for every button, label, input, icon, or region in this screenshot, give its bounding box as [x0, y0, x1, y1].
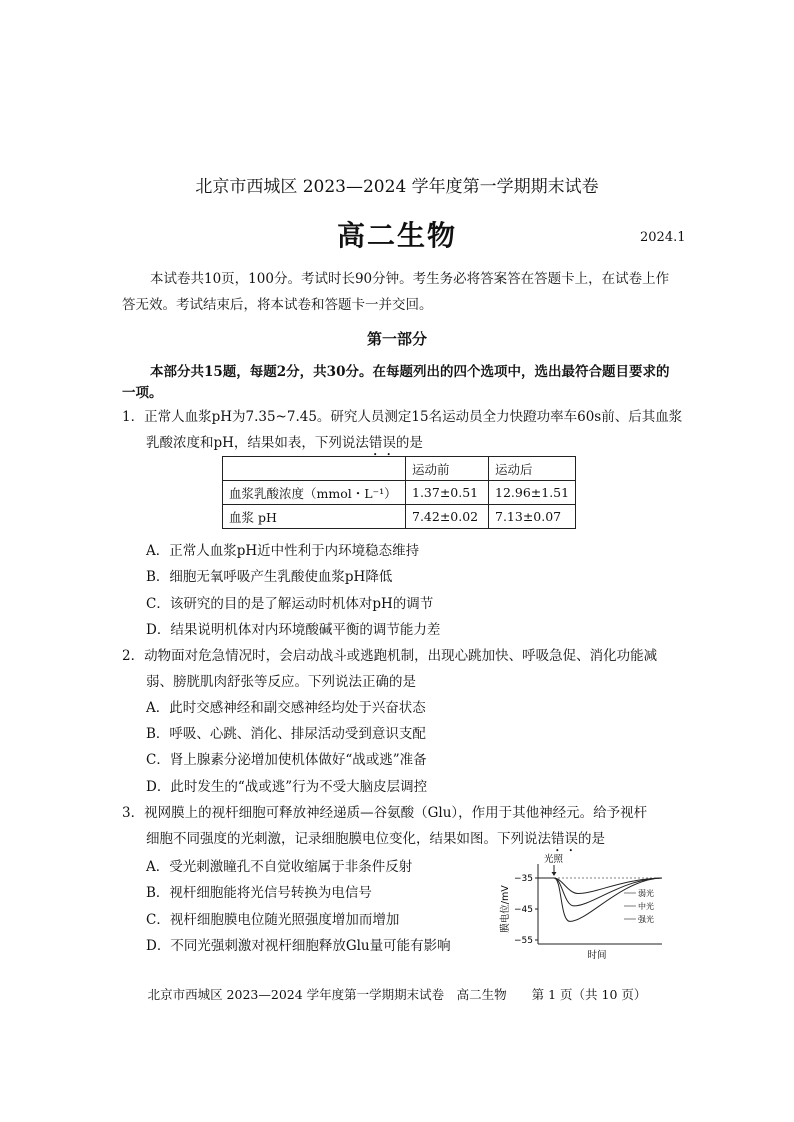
question-1-line-2: [146, 431, 423, 459]
table-header-cell: [223, 457, 406, 481]
data-table: [222, 456, 576, 529]
table-header-cell: 运动后: [489, 457, 576, 481]
q2-option-c: C．肾上腺素分泌增加使机体做好“战或逃”准备: [146, 752, 427, 768]
question-3-line-1: 3．视网膜上的视杆细胞可释放神经递质—谷氨酸（Glu），作用于其他神经元。给予视杆: [122, 805, 648, 821]
question-1-text: 乳酸浓度和pH，结果如表，下列说法: [146, 435, 369, 451]
exam-date: 2024.1: [640, 230, 686, 245]
table-cell: 1.37±0.51: [406, 481, 489, 505]
table-cell: 7.13±0.07: [489, 505, 576, 529]
question-3-text-end: 的是: [578, 831, 605, 847]
q3-option-a: A．受光刺激瞳孔不自觉收缩属于非条件反射: [146, 859, 413, 875]
series-label-0: 弱光: [638, 889, 654, 898]
q2-option-a: A．此时交感神经和副交感神经均处于兴奋状态: [146, 700, 426, 716]
page-footer: 北京市西城区 2023—2024 学年度第一学期期末试卷 高二生物 第 1 页（共 10 页）: [147, 987, 647, 1002]
q2-option-d: D．此时发生的“战或逃”行为不受大脑皮层调控: [146, 779, 428, 795]
table-cell: 血浆 pH: [223, 505, 406, 529]
q1-option-d: D．结果说明机体对内环境酸碱平衡的调节能力差: [146, 622, 441, 638]
light-annotation: 光照: [544, 854, 564, 865]
q2-option-b: B．呼吸、心跳、消化、排尿活动受到意识支配: [146, 726, 426, 742]
question-3-text: 细胞不同强度的光刺激，记录细胞膜电位变化，结果如图。下列说法: [146, 831, 551, 847]
y-tick-label: −35: [514, 874, 533, 884]
table-cell: 血浆乳酸浓度（mmol・L⁻¹）: [223, 481, 406, 505]
q1-option-b: B．细胞无氧呼吸产生乳酸使血浆pH降低: [146, 569, 393, 585]
membrane-potential-chart: [492, 850, 672, 962]
emphasis-wrong: 错误: [368, 435, 396, 451]
q3-option-d: D．不同光强刺激对视杆细胞释放Glu量可能有影响: [146, 938, 451, 954]
question-1-text-end: 的是: [395, 435, 423, 451]
table-header-cell: 运动前: [406, 457, 489, 481]
series-label-1: 中光: [638, 902, 654, 911]
emphasis-wrong: 错误: [551, 831, 578, 847]
question-2-line-1: 2．动物面对危急情况时，会启动战斗或逃跑机制，出现心跳加快、呼吸急促、消化功能减: [122, 648, 658, 664]
table-header-row: [223, 457, 576, 481]
question-1-line-1: 1．正常人血浆pH为7.35~7.45。研究人员测定15名运动员全力快蹬功率车60s前、后其血浆: [122, 409, 683, 425]
section-title: 第一部分: [366, 330, 427, 348]
q1-option-a: A．正常人血浆pH近中性利于内环境稳态维持: [146, 543, 420, 559]
exam-title: 北京市西城区 2023—2024 学年度第一学期期末试卷: [195, 177, 599, 197]
light-arrow-head: [552, 872, 557, 876]
question-2-line-2: 弱、膀胱肌肉舒张等反应。下列说法正确的是: [146, 674, 416, 690]
series-label-2: 强光: [638, 915, 654, 924]
table-cell: 7.42±0.02: [406, 505, 489, 529]
section-intro: 本部分共15题，每题2分，共30分。在每题列出的四个选项中，选出最符合题目要求的一项。: [122, 364, 670, 401]
table-cell: 12.96±1.51: [489, 481, 576, 505]
y-tick-label: −45: [514, 905, 533, 915]
x-axis-label: 时间: [587, 950, 607, 961]
instructions: 本试卷共10页，100分。考试时长90分钟。考生务必将答案答在答题卡上，在试卷上作答无效。考试结束后，将本试卷和答题卡一并交回。: [122, 271, 670, 313]
q3-option-c: C．视杆细胞膜电位随光照强度增加而增加: [146, 912, 400, 928]
y-axis-label: 膜电位/mV: [500, 885, 511, 933]
subject-title: 高二生物: [336, 219, 457, 252]
q1-option-c: C．该研究的目的是了解运动时机体对pH的调节: [146, 596, 434, 612]
table-row: [223, 481, 576, 505]
y-tick-label: −55: [514, 936, 533, 946]
table-row: [223, 505, 576, 529]
q3-option-b: B．视杆细胞能将光信号转换为电信号: [146, 885, 372, 901]
